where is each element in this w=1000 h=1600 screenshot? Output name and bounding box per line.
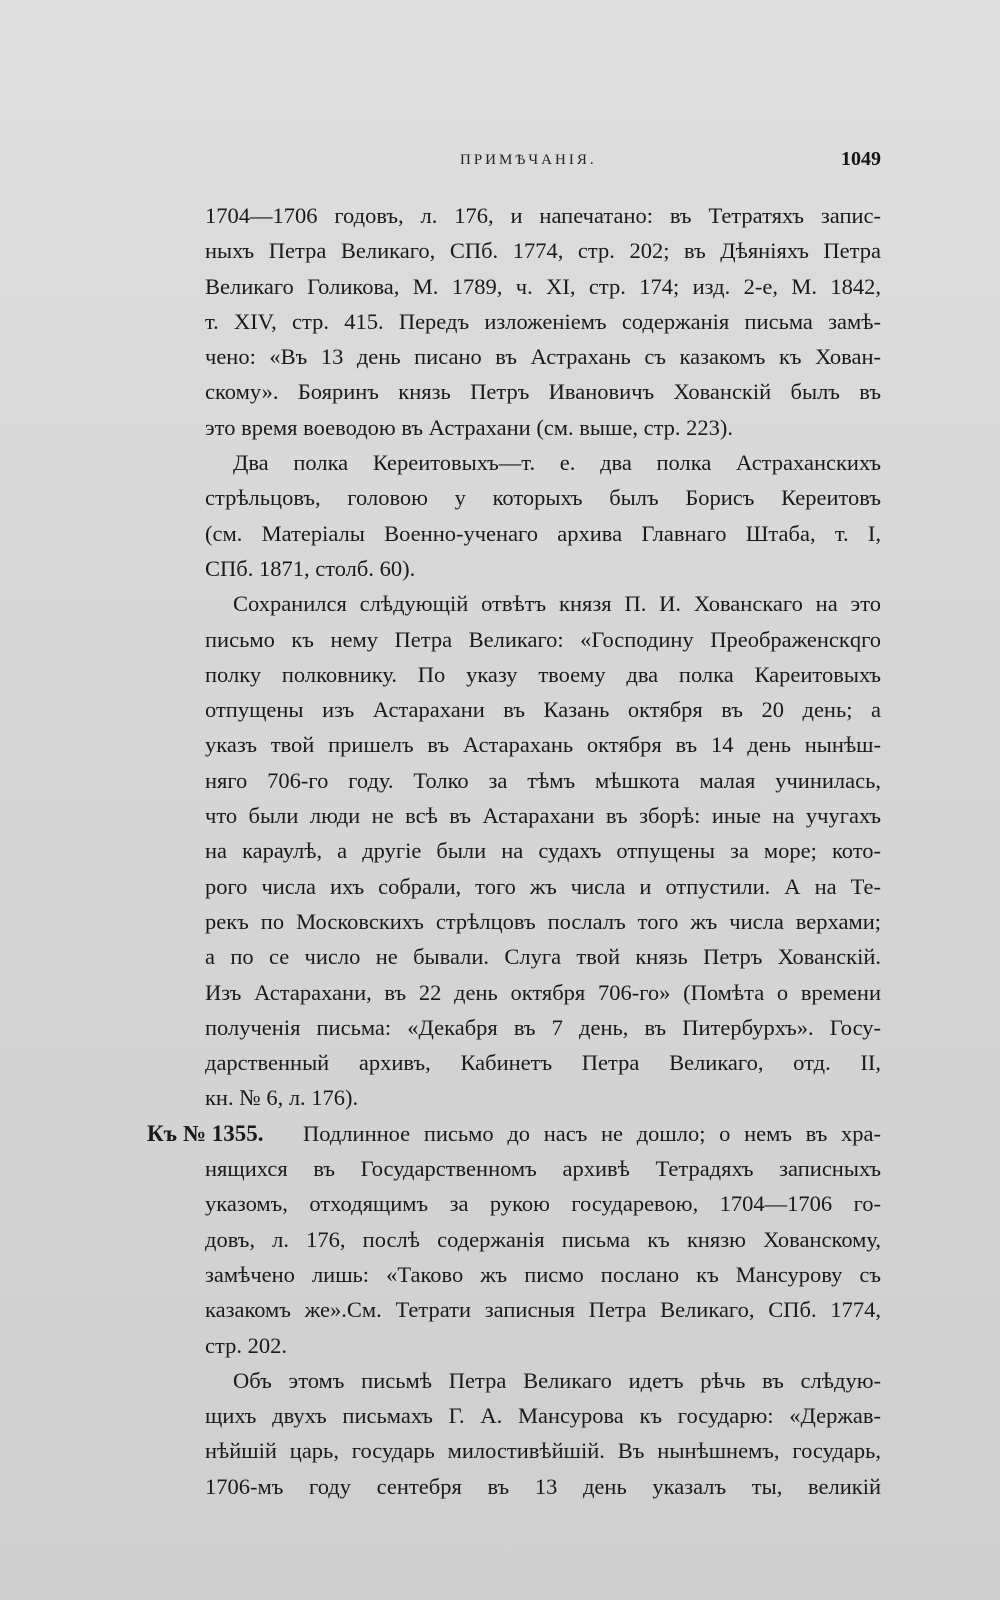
text-line: кн. № 6, л. 176). <box>205 1085 359 1111</box>
page-number: 1049 <box>841 148 881 170</box>
text-line: (см. Матерiалы Военно-ученаго архива Главнаго Штаба, т. I, <box>205 520 881 546</box>
text-line: на караулѣ, а другiе были на судахъ отпущены за море; кото- <box>205 838 881 864</box>
text-line: Объ этомъ письмѣ Петра Великаго идетъ рѣчь въ слѣдую- <box>233 1367 881 1393</box>
text-line: 1704—1706 годовъ, л. 176, и напечатано: въ Тетратяхъ запис- <box>205 203 881 228</box>
text-line: няго 706-го году. Толко за тѣмъ мѣшкота малая учинилась, <box>205 767 881 793</box>
text-line: замѣчено лишь: «Таково жъ писмо послано къ Мансурову съ <box>205 1261 881 1287</box>
text-line: довъ, л. 176, послѣ содержанiя письма къ князю Хованскому, <box>205 1226 881 1252</box>
main-text <box>147 198 881 1504</box>
text-line: т. XIV, стр. 415. Передъ изложенiемъ содержанiя письма замѣ- <box>205 308 881 334</box>
text-line: нѣйшiй царь, государь милостивѣйшiй. Въ нынѣшнемъ, государь, <box>205 1438 881 1464</box>
text-line: указъ твой пришелъ въ Астарахань октября въ 14 день нынѣш- <box>205 732 881 758</box>
page-header <box>205 148 881 172</box>
text-line: полку полковнику. По указу твоему два полка Кареитовыхъ <box>205 661 881 687</box>
text-line: стр. 202. <box>205 1332 287 1358</box>
text-line: указомъ, отходящимъ за рукою государевою, 1704—1706 го- <box>205 1191 881 1217</box>
text-line: рекъ по Московскихъ стрѣлцовъ послалъ того жъ числа верхами; <box>205 908 881 934</box>
text-line: щихъ двухъ письмахъ Г. А. Мансурова къ государю: «Держав- <box>205 1403 881 1429</box>
text-line: СПб. 1871, столб. 60). <box>205 555 416 581</box>
running-head: ПРИМѢЧАНIЯ. <box>460 152 597 168</box>
text-line: нящихся въ Государственномъ архивѣ Тетрадяхъ записныхъ <box>205 1156 881 1182</box>
text-line: письмо къ нему Петра Великаго: «Господину Преображенскqго <box>205 626 881 652</box>
text-line: Сохранился слѣдующiй отвѣтъ князя П. И. Хованскаго на это <box>233 591 881 617</box>
text-line: Подлинное письмо до насъ не дошло; о немъ въ хра- <box>303 1120 881 1146</box>
text-line: чено: «Въ 13 день писано въ Астрахань съ казакомъ къ Хован- <box>205 344 881 370</box>
text-line: отпущены изъ Астарахани въ Казань октября въ 20 день; а <box>205 697 881 723</box>
text-line: скому». Бояринъ князь Петръ Ивановичъ Хованскiй былъ въ <box>205 379 881 405</box>
text-line: а по се число не бывали. Слуга твой князь Петръ Хованскiй. <box>205 944 881 970</box>
text-line: 1706-мъ году сентебря въ 13 день указалъ ты, великiй <box>205 1473 881 1499</box>
text-line: ныхъ Петра Великаго, СПб. 1774, стр. 202; въ Дѣянiяхъ Петра <box>205 238 881 264</box>
text-line: казакомъ же».См. Тетрати записныя Петра Великаго, СПб. 1774, <box>205 1297 881 1323</box>
text-line: это время воеводою въ Астрахани (см. выше, стр. 223). <box>205 414 734 440</box>
text-line: полученiя письма: «Декабря въ 7 день, въ Питербурхъ». Госу- <box>205 1014 881 1040</box>
text-line: стрѣльцовъ, головою у которыхъ былъ Борисъ Кереитовъ <box>205 485 881 511</box>
text-line: Изъ Астарахани, въ 22 день октября 706-го» (Помѣта о времени <box>205 979 881 1005</box>
note-entry-label: Къ № 1355. <box>147 1120 264 1146</box>
text-line: Два полка Кереитовыхъ—т. е. два полка Астраханскихъ <box>233 450 881 476</box>
text-line: Великаго Голикова, М. 1789, ч. XI, стр. 174; изд. 2-е, М. 1842, <box>205 273 881 299</box>
note-entry-first-line <box>147 1116 881 1151</box>
text-line: рого числа ихъ собрали, того жъ числа и отпустили. А на Те- <box>205 873 881 899</box>
text-line: что были люди не всѣ въ Астарахани въ зборѣ: иные на учугахъ <box>205 803 881 829</box>
text-line: дарственный архивъ, Кабинетъ Петра Великаго, отд. II, <box>205 1050 881 1076</box>
